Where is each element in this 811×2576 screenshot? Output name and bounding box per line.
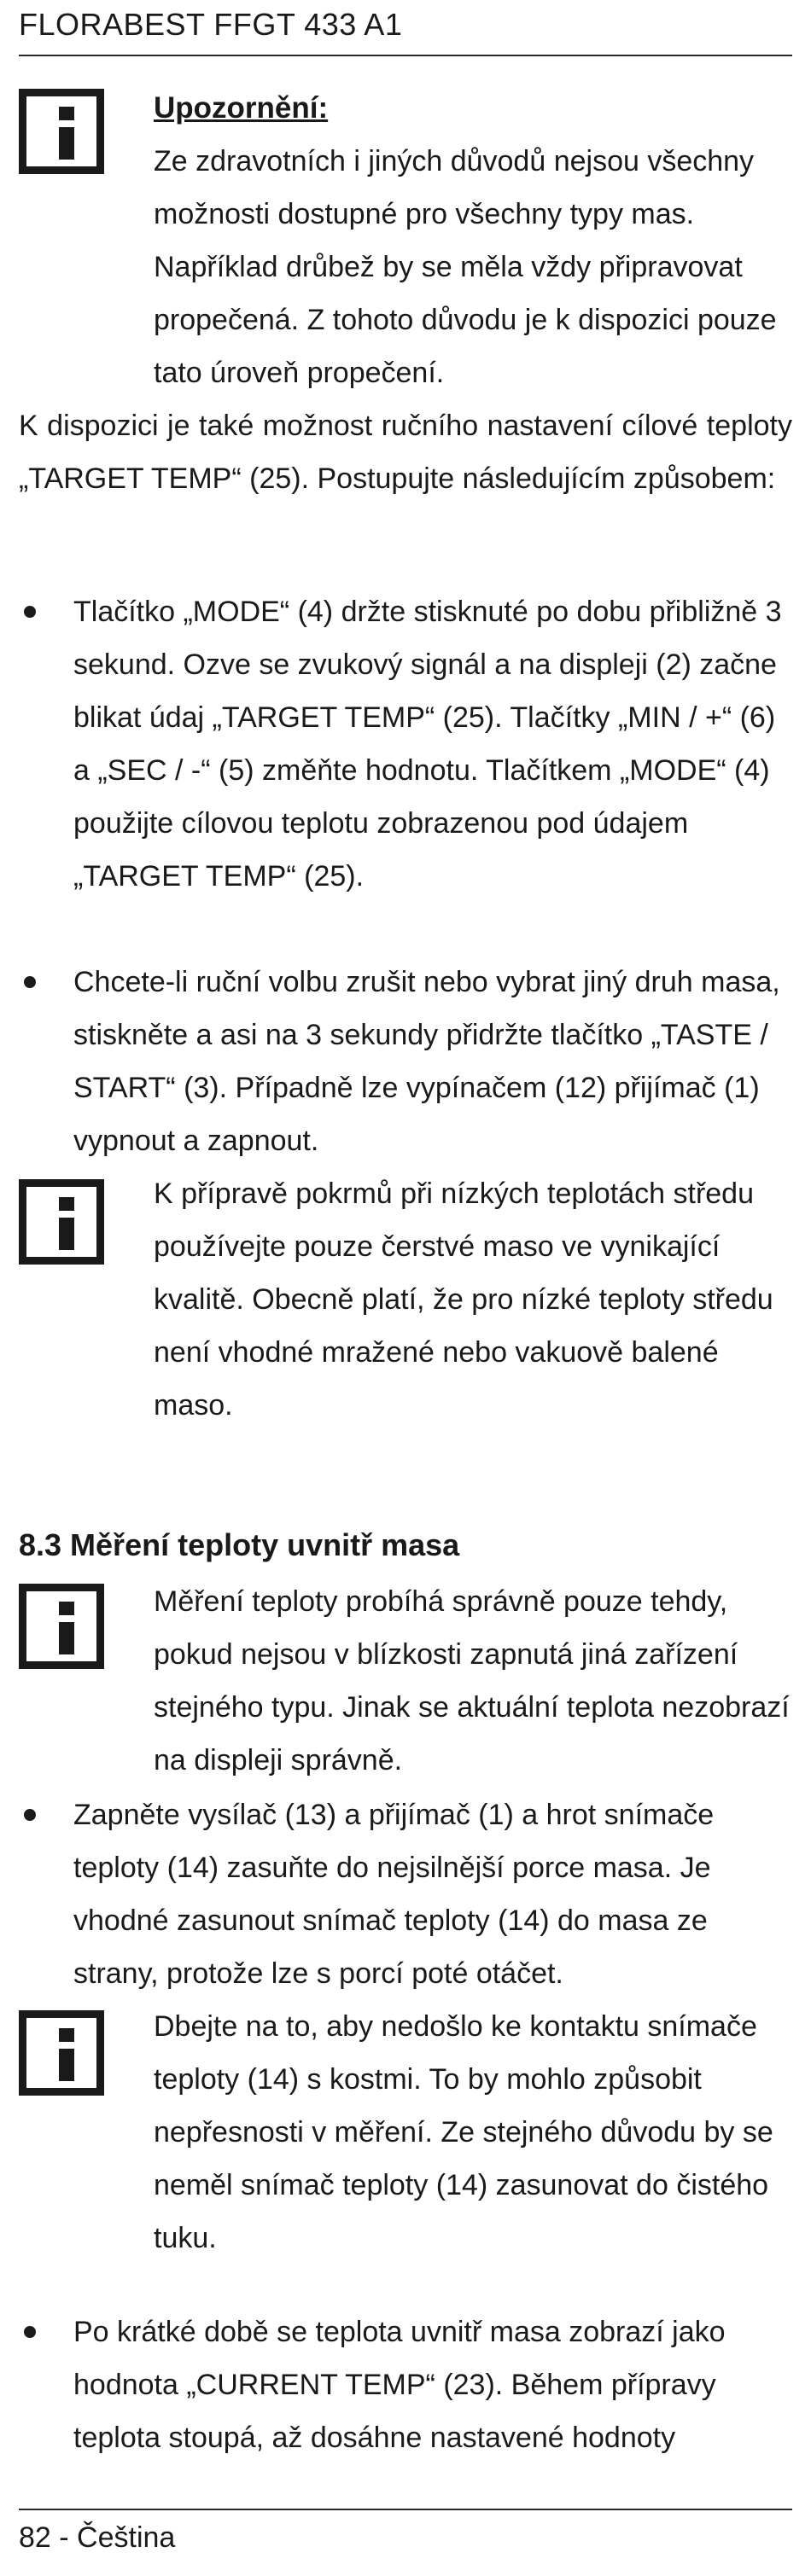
bullet-text: Po krátké době se teplota uvnitř masa zobrazí jako hodnota „CURRENT TEMP“ (23). Během přípravy teplota stoupá, až dosáhne nastavené hodnoty: [73, 2316, 726, 2454]
header-rule: [19, 55, 792, 56]
page-footer: 82 - Čeština: [19, 2521, 176, 2554]
note-text: Měření teploty probíhá správně pouze tehdy, pokud nejsou v blízkosti zapnutá jiná zařízení stejného typu. Jinak se aktuální teplota nezobrazí na displeji správně.: [154, 1585, 790, 1776]
note-text: K přípravě pokrmů při nízkých teplotách středu používejte pouze čerstvé maso ve vynikající kvalitě. Obecně platí, že pro nízké teploty středu není vhodné mražené nebo vakuově balené maso.: [154, 1178, 773, 1422]
note-warning-body: [154, 82, 792, 399]
footer-rule: [19, 2509, 792, 2510]
page-header: FLORABEST FFGT 433 A1: [19, 7, 403, 42]
note-title: Upozornění:: [154, 91, 329, 125]
bullet-dot: [24, 1809, 36, 1821]
bullet-text: Chcete-li ruční volbu zrušit nebo vybrat jiný druh masa, stiskněte a asi na 3 sekundy přidržte tlačítko „TASTE / START“ (3). Případně lze vypínačem (12) přijímač (1) vypnout a zapnout.: [73, 966, 780, 1157]
bullet-dot: [24, 2326, 36, 2338]
note-text: Dbejte na to, aby nedošlo ke kontaktu snímače teploty (14) s kostmi. To by mohlo způsobit nepřesnosti v měření. Ze stejného důvodu by se neměl snímač teploty (14) zasunovat do čistého tuku.: [154, 2010, 773, 2254]
intro-paragraph: K dispozici je také možnost ručního nastavení cílové teploty „TARGET TEMP“ (25). Postupujte následujícím způsobem:: [19, 410, 792, 495]
info-icon: [19, 1584, 104, 1669]
bullet-text: Zapněte vysílač (13) a přijímač (1) a hrot snímače teploty (14) zasuňte do nejsilnější porce masa. Je vhodné zasunout snímač teploty (14) do masa ze strany, protože lze s porcí poté otáčet.: [73, 1799, 715, 1990]
manual-page: [19, 0, 792, 2576]
bullet-text: Tlačítko „MODE“ (4) držte stisknuté po dobu přibližně 3 sekund. Ozve se zvukový signál a na displeji (2) začne blikat údaj „TARGET TEMP“ (25). Tlačítky „MIN / +“ (6) a „SEC / -“ (5) změňte hodnotu. Tlačítkem „MODE“ (4) použijte cílovou teplotu zobrazenou pod údajem „TARGET TEMP“ (25).: [73, 596, 782, 893]
note-text: Ze zdravotních i jiných důvodů nejsou všechny možnosti dostupné pro všechny typy mas. Například drůbež by se měla vždy připravovat propečená. Z tohoto důvodu je k dispozici pouze tato úroveň propečení.: [154, 145, 777, 389]
info-icon: [19, 89, 104, 174]
section-title: 8.3 Měření teploty uvnitř masa: [19, 1527, 460, 1562]
info-icon: [19, 1179, 104, 1265]
info-icon: [19, 2010, 104, 2096]
bullet-dot: [24, 606, 36, 618]
bullet-dot: [24, 976, 36, 988]
